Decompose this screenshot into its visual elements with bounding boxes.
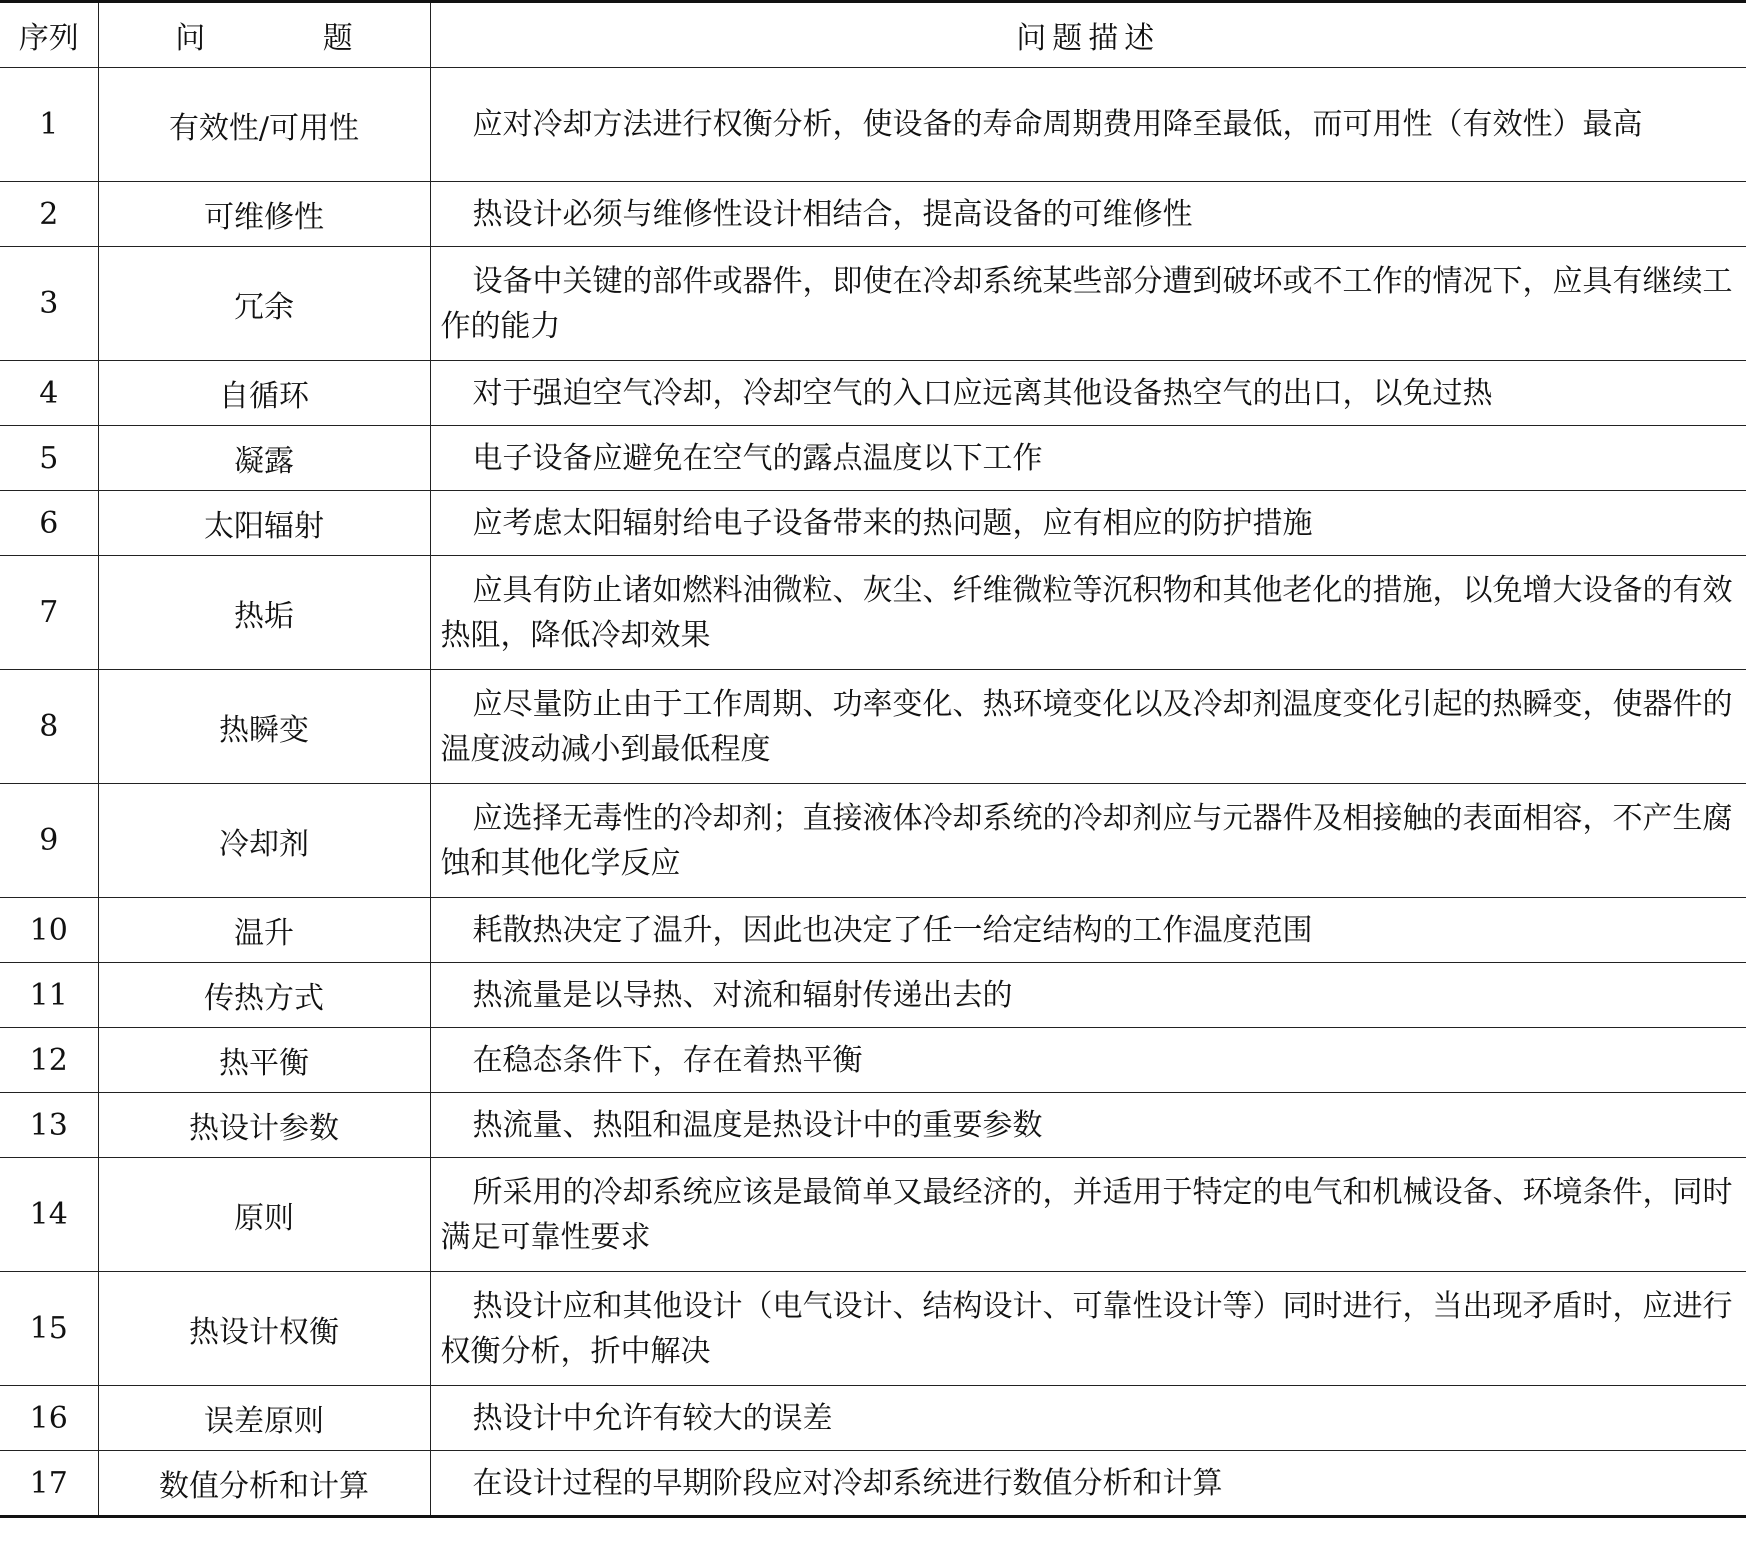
row-description: 在稳态条件下，存在着热平衡	[430, 1028, 1746, 1093]
row-description: 应对冷却方法进行权衡分析，使设备的寿命周期费用降至最低，而可用性（有效性）最高	[430, 68, 1746, 182]
row-description: 热设计必须与维修性设计相结合，提高设备的可维修性	[430, 182, 1746, 247]
row-issue: 原则	[98, 1158, 430, 1272]
row-issue: 热设计权衡	[98, 1272, 430, 1386]
header-index: 序列	[0, 2, 98, 68]
row-index: 15	[0, 1272, 98, 1386]
row-index: 9	[0, 784, 98, 898]
table-row	[0, 1451, 1746, 1517]
row-index: 2	[0, 182, 98, 247]
table-row	[0, 182, 1746, 247]
row-description: 热设计中允许有较大的误差	[430, 1386, 1746, 1451]
header-description: 问题描述	[430, 2, 1746, 68]
row-issue: 可维修性	[98, 182, 430, 247]
row-index: 8	[0, 670, 98, 784]
table-row	[0, 1093, 1746, 1158]
row-description: 热流量是以导热、对流和辐射传递出去的	[430, 963, 1746, 1028]
row-issue: 温升	[98, 898, 430, 963]
header-row	[0, 2, 1746, 68]
row-index: 6	[0, 491, 98, 556]
row-issue: 冷却剂	[98, 784, 430, 898]
row-issue: 热设计参数	[98, 1093, 430, 1158]
row-issue: 有效性/可用性	[98, 68, 430, 182]
row-issue: 自循环	[98, 361, 430, 426]
row-index: 17	[0, 1451, 98, 1517]
row-issue: 冗余	[98, 247, 430, 361]
row-index: 13	[0, 1093, 98, 1158]
row-description: 电子设备应避免在空气的露点温度以下工作	[430, 426, 1746, 491]
row-description: 热流量、热阻和温度是热设计中的重要参数	[430, 1093, 1746, 1158]
row-issue: 太阳辐射	[98, 491, 430, 556]
row-description: 对于强迫空气冷却，冷却空气的入口应远离其他设备热空气的出口，以免过热	[430, 361, 1746, 426]
table-row	[0, 1272, 1746, 1386]
row-index: 7	[0, 556, 98, 670]
table-row	[0, 68, 1746, 182]
table-row	[0, 247, 1746, 361]
row-issue: 热瞬变	[98, 670, 430, 784]
row-description: 耗散热决定了温升，因此也决定了任一给定结构的工作温度范围	[430, 898, 1746, 963]
table-row	[0, 898, 1746, 963]
row-description: 应具有防止诸如燃料油微粒、灰尘、纤维微粒等沉积物和其他老化的措施，以免增大设备的有效热阻，降低冷却效果	[430, 556, 1746, 670]
row-index: 14	[0, 1158, 98, 1272]
row-description: 应考虑太阳辐射给电子设备带来的热问题，应有相应的防护措施	[430, 491, 1746, 556]
row-issue: 凝露	[98, 426, 430, 491]
table-row	[0, 1028, 1746, 1093]
row-issue: 数值分析和计算	[98, 1451, 430, 1517]
row-index: 12	[0, 1028, 98, 1093]
row-issue: 误差原则	[98, 1386, 430, 1451]
header-issue: 问 题	[98, 2, 430, 68]
row-description: 应选择无毒性的冷却剂；直接液体冷却系统的冷却剂应与元器件及相接触的表面相容，不产生腐蚀和其他化学反应	[430, 784, 1746, 898]
row-description: 在设计过程的早期阶段应对冷却系统进行数值分析和计算	[430, 1451, 1746, 1517]
table-row	[0, 556, 1746, 670]
table-row	[0, 361, 1746, 426]
table-row	[0, 426, 1746, 491]
row-issue: 热垢	[98, 556, 430, 670]
row-index: 11	[0, 963, 98, 1028]
row-issue: 传热方式	[98, 963, 430, 1028]
row-issue: 热平衡	[98, 1028, 430, 1093]
table-row	[0, 491, 1746, 556]
row-index: 5	[0, 426, 98, 491]
row-index: 1	[0, 68, 98, 182]
table-row	[0, 1158, 1746, 1272]
table-row	[0, 963, 1746, 1028]
table-row	[0, 1386, 1746, 1451]
row-description: 设备中关键的部件或器件，即使在冷却系统某些部分遭到破坏或不工作的情况下，应具有继续工作的能力	[430, 247, 1746, 361]
table-row	[0, 670, 1746, 784]
row-index: 10	[0, 898, 98, 963]
row-description: 应尽量防止由于工作周期、功率变化、热环境变化以及冷却剂温度变化引起的热瞬变，使器件的温度波动减小到最低程度	[430, 670, 1746, 784]
row-index: 16	[0, 1386, 98, 1451]
table-row	[0, 784, 1746, 898]
row-index: 3	[0, 247, 98, 361]
row-description: 所采用的冷却系统应该是最简单又最经济的，并适用于特定的电气和机械设备、环境条件，同时满足可靠性要求	[430, 1158, 1746, 1272]
row-description: 热设计应和其他设计（电气设计、结构设计、可靠性设计等）同时进行，当出现矛盾时，应进行权衡分析，折中解决	[430, 1272, 1746, 1386]
row-index: 4	[0, 361, 98, 426]
